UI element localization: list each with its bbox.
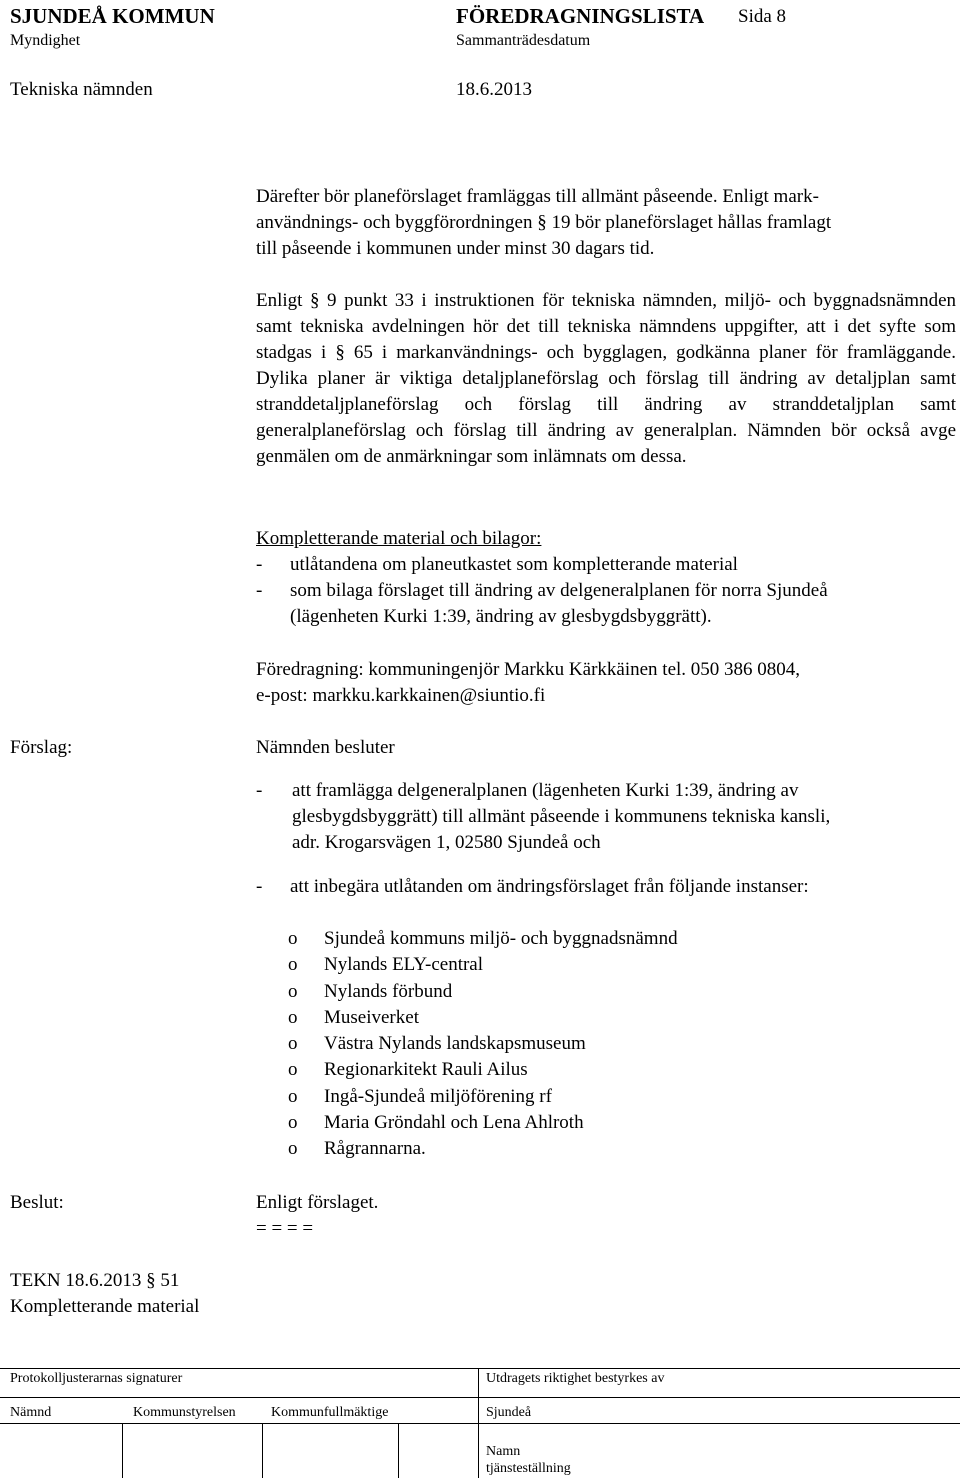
org-name: SJUNDEÅ KOMMUN [10, 4, 215, 28]
proposal-text: att framlägga delgeneralplanen (lägenheten Kurki 1:39, ändring av [292, 780, 799, 801]
list-item-text: Maria Gröndahl och Lena Ahlroth [324, 1112, 584, 1134]
signature-cell-divider [122, 1423, 123, 1478]
footer-council: Kommunfullmäktige [271, 1405, 389, 1420]
separator: = = = = [256, 1218, 314, 1239]
list-item-text: Museiverket [324, 1006, 419, 1028]
footer-top-rule [0, 1368, 960, 1369]
attachment-text: utlåtandena om planeutkastet som kompletterande material [290, 554, 738, 575]
presenter-email: e-post: markku.karkkainen@siuntio.fi [256, 685, 546, 706]
signature-cell-divider [398, 1423, 399, 1478]
list-item-text: Västra Nylands landskapsmuseum [324, 1033, 586, 1055]
list-item-text: Ingå-Sjundeå miljöförening rf [324, 1085, 552, 1107]
footer-title: tjänsteställning [486, 1461, 571, 1476]
bullet-marker: o [288, 1085, 298, 1107]
paragraph-1-line-1: Därefter bör planeförslaget framläggas till allmänt påseende. Enligt mark- [256, 186, 819, 207]
attachment-continuation: (lägenheten Kurki 1:39, ändring av glesbygdsbyggrätt). [290, 606, 712, 627]
footer-name: Namn [486, 1444, 521, 1459]
authority-label: Myndighet [10, 32, 81, 49]
list-item-text: Regionarkitekt Rauli Ailus [324, 1059, 528, 1081]
bullet-marker: o [288, 1006, 298, 1028]
section-title: Kompletterande material [10, 1296, 200, 1317]
list-item-text: Nylands ELY-central [324, 954, 484, 976]
paragraph-1-line-3: till påseende i kommunen under minst 30 dagars tid. [256, 238, 655, 259]
list-item-text: Sjundeå kommuns miljö- och byggnadsnämnd [324, 928, 678, 949]
section-reference: TEKN 18.6.2013 § 51 [10, 1270, 180, 1291]
proposal-label: Förslag: [10, 737, 73, 758]
bullet-marker: o [288, 1059, 298, 1081]
proposal-text: adr. Krogarsvägen 1, 02580 Sjundeå och [292, 832, 601, 853]
footer-rule [0, 1397, 960, 1398]
doc-type: FÖREDRAGNINGSLISTA [456, 4, 705, 28]
paragraph-1-line-2: användnings- och byggförordningen § 19 bör planeförslaget hållas framlagt [256, 212, 832, 233]
signatures-label: Protokolljusterarnas signaturer [10, 1371, 183, 1386]
bullet-marker: o [288, 1138, 298, 1160]
bullet-marker: o [288, 1033, 298, 1055]
decision-text: Enligt förslaget. [256, 1192, 379, 1213]
footer-board: Nämnd [10, 1405, 52, 1420]
paragraph-2-text: Enligt § 9 punkt 33 i instruktionen för tekniska nämnden, miljö- och byggnadsnämnden samt tekniska avdelningen hör det till tekniska nämndens uppgifter, att i det syfte som stadgas i § 65 i markanvändnings- och bygglagen, godkänna planer för framläggande. Dylika planer är viktiga detaljplaneförslag och förslag till ändring av detaljplan samt stranddetaljplaneförslag och förslag till ändring av stranddetaljplan samt generalplaneförslag och förslag till ändring av generalplan. Nämnden bör också avge genmälen om de anmärkningar som inlämnats om dessa. [256, 290, 956, 467]
presenter-line: Föredragning: kommuningenjör Markku Kärkkäinen tel. 050 386 0804, [256, 659, 801, 680]
authority-name: Tekniska nämnden [10, 79, 153, 100]
dash-marker: - [256, 780, 263, 801]
bullet-marker: o [288, 1112, 298, 1134]
list-item-text: Nylands förbund [324, 980, 453, 1002]
dash-marker: - [256, 580, 263, 601]
attachment-text: som bilaga förslaget till ändring av delgeneralplanen för norra Sjundeå [290, 580, 828, 601]
bullet-marker: o [288, 928, 298, 949]
dash-marker: - [256, 876, 263, 897]
proposal-text: att inbegära utlåtanden om ändringsförslaget från följande instanser: [290, 876, 809, 897]
footer-municipal-board: Kommunstyrelsen [133, 1405, 236, 1420]
signature-cell-divider [262, 1423, 263, 1478]
signature-footer [0, 1368, 960, 1478]
board-decides: Nämnden besluter [256, 737, 395, 758]
proposal-text: glesbygdsbyggrätt) till allmänt påseende i kommunens tekniska kansli, [292, 806, 831, 827]
bullet-marker: o [288, 954, 298, 976]
list-item-text: Rågrannarna. [324, 1138, 426, 1160]
decision-label: Beslut: [10, 1192, 64, 1213]
dash-marker: - [256, 554, 263, 575]
verified-label: Utdragets riktighet bestyrkes av [486, 1371, 665, 1386]
paragraph-2 [256, 288, 956, 470]
footer-rule [0, 1423, 960, 1424]
bullet-marker: o [288, 980, 298, 1002]
attachments-heading: Kompletterande material och bilagor: [256, 528, 542, 549]
meeting-date-label: Sammanträdesdatum [456, 32, 591, 49]
meeting-date: 18.6.2013 [456, 79, 532, 100]
footer-place: Sjundeå [486, 1405, 532, 1420]
page-number: Sida 8 [738, 6, 787, 27]
